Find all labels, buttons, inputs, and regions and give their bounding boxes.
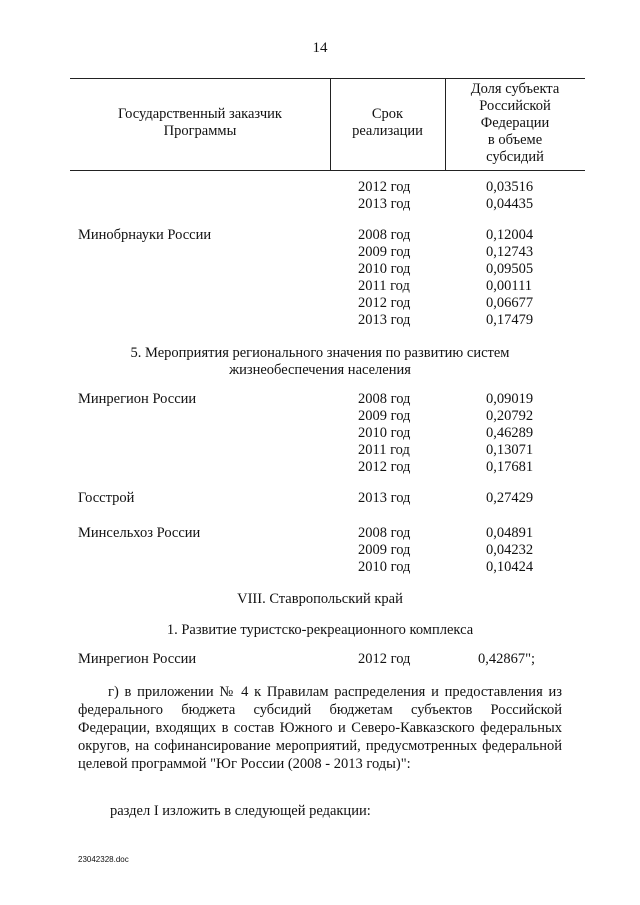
section-5-title: [0, 345, 640, 379]
share-cell: 0,10424: [486, 559, 534, 575]
agency-cell: Минсельхоз России: [78, 525, 201, 541]
year-cell: 2010 год: [358, 559, 411, 575]
share-cell: 0,20792: [486, 408, 534, 424]
year-cell: 2012 год: [358, 179, 411, 195]
share-cell: 0,00111: [486, 278, 533, 294]
share-cell: 0,06677: [486, 295, 534, 311]
table-row: [0, 442, 640, 459]
share-cell: 0,09505: [486, 261, 534, 277]
table-row: [0, 312, 640, 329]
year-cell: 2008 год: [358, 525, 411, 541]
header-col-agency-line2: Программы: [163, 123, 237, 139]
year-cell: 2013 год: [358, 196, 411, 212]
agency-cell: Госстрой: [78, 490, 135, 506]
header-col-agency-line1: Государственный заказчик: [118, 106, 282, 122]
header-col-share-line5: субсидий: [486, 149, 544, 165]
section-5-title-line1: 5. Мероприятия регионального значения по развитию систем: [130, 345, 510, 361]
header-col-share-line1: Доля субъекта: [470, 81, 560, 97]
table-row: [0, 490, 640, 507]
year-cell: 2013 год: [358, 312, 411, 328]
year-cell: 2013 год: [358, 490, 411, 506]
header-col-period-line1: Срок: [371, 106, 404, 122]
share-cell: 0,03516: [486, 179, 534, 195]
header-col-agency: [70, 106, 330, 140]
year-cell: 2012 год: [358, 459, 411, 475]
table-row: [0, 542, 640, 559]
year-cell: 2009 год: [358, 244, 411, 260]
share-cell: 0,27429: [486, 490, 534, 506]
share-cell: 0,46289: [486, 425, 534, 441]
section-8-title: VIII. Ставропольский край: [237, 591, 403, 607]
year-cell: 2011 год: [358, 442, 410, 458]
table-row: [0, 244, 640, 261]
table-row: [0, 196, 640, 213]
header-col-share-line3: Федерации: [480, 115, 550, 131]
share-cell: 0,17479: [486, 312, 534, 328]
table-row: [0, 408, 640, 425]
share-cell: 0,04891: [486, 525, 534, 541]
table-row: [0, 525, 640, 542]
table-row: [0, 459, 640, 476]
table-top-rule: [70, 78, 585, 79]
year-cell: 2008 год: [358, 227, 411, 243]
table-header-rule: [70, 170, 585, 171]
section-5-title-line2: жизнеобеспечения населения: [229, 362, 411, 378]
year-cell: 2010 год: [358, 261, 411, 277]
year-cell: 2012 год: [358, 651, 411, 667]
amendment-paragraph: [78, 683, 562, 773]
share-cell: 0,17681: [486, 459, 534, 475]
year-cell: 2012 год: [358, 295, 411, 311]
agency-cell: Минрегион России: [78, 651, 197, 667]
table-row: [0, 391, 640, 408]
amendment-paragraph-text: г) в приложении № 4 к Правилам распределения и предоставления из федерального бюджета субсидий бюджетам субъектов Российской Федерации, входящих в состав Южного и Северо-Кавказского федеральных округов, на софинансирование мероприятий, предусмотренных федеральной целевой программой "Юг России (2008 - 2013 годы)":: [78, 684, 562, 772]
header-col-share-line2: Российской: [479, 98, 551, 114]
year-cell: 2009 год: [358, 408, 411, 424]
section-instruction: раздел I изложить в следующей редакции:: [110, 803, 371, 819]
year-cell: 2008 год: [358, 391, 411, 407]
table-row: [0, 179, 640, 196]
table-row: [0, 227, 640, 244]
table-row: [0, 295, 640, 312]
table-row: [0, 559, 640, 576]
table-row: [0, 278, 640, 295]
year-cell: 2011 год: [358, 278, 410, 294]
agency-cell: Минрегион России: [78, 391, 197, 407]
header-col-period-line2: реализации: [352, 123, 423, 139]
header-col-share: [445, 81, 585, 166]
header-col-period: [330, 106, 445, 140]
table-row: [0, 651, 640, 668]
share-cell: 0,09019: [486, 391, 534, 407]
page-number: 14: [312, 40, 328, 56]
table-row: [0, 425, 640, 442]
share-cell: 0,13071: [486, 442, 534, 458]
share-cell: 0,12004: [486, 227, 534, 243]
share-cell: 0,04232: [486, 542, 534, 558]
year-cell: 2010 год: [358, 425, 411, 441]
share-cell: 0,42867";: [478, 651, 536, 667]
header-col-share-line4: в объеме: [487, 132, 543, 148]
table-row: [0, 261, 640, 278]
share-cell: 0,04435: [486, 196, 534, 212]
share-cell: 0,12743: [486, 244, 534, 260]
agency-cell: Минобрнауки России: [78, 227, 212, 243]
year-cell: 2009 год: [358, 542, 411, 558]
document-footer: 23042328.doc: [78, 855, 129, 864]
subsection-1-title: 1. Развитие туристско-рекреационного комплекса: [166, 622, 474, 638]
